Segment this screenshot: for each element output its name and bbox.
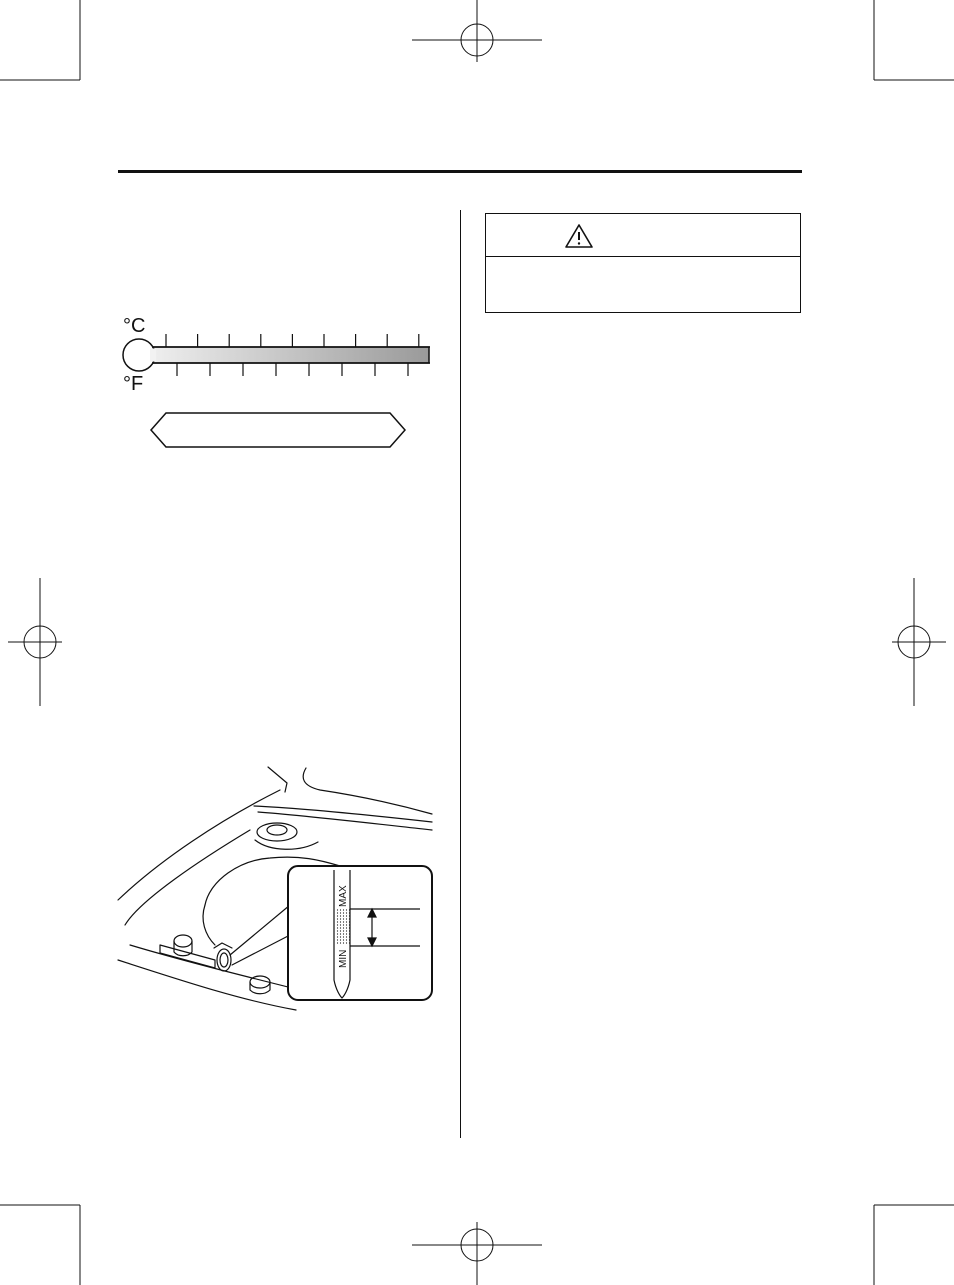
fahrenheit-unit-label: °F	[123, 373, 144, 395]
celsius-unit-label: °C	[123, 315, 146, 337]
dipstick-max-label: MAX	[338, 885, 349, 907]
dipstick-min-label: MIN	[338, 949, 349, 968]
